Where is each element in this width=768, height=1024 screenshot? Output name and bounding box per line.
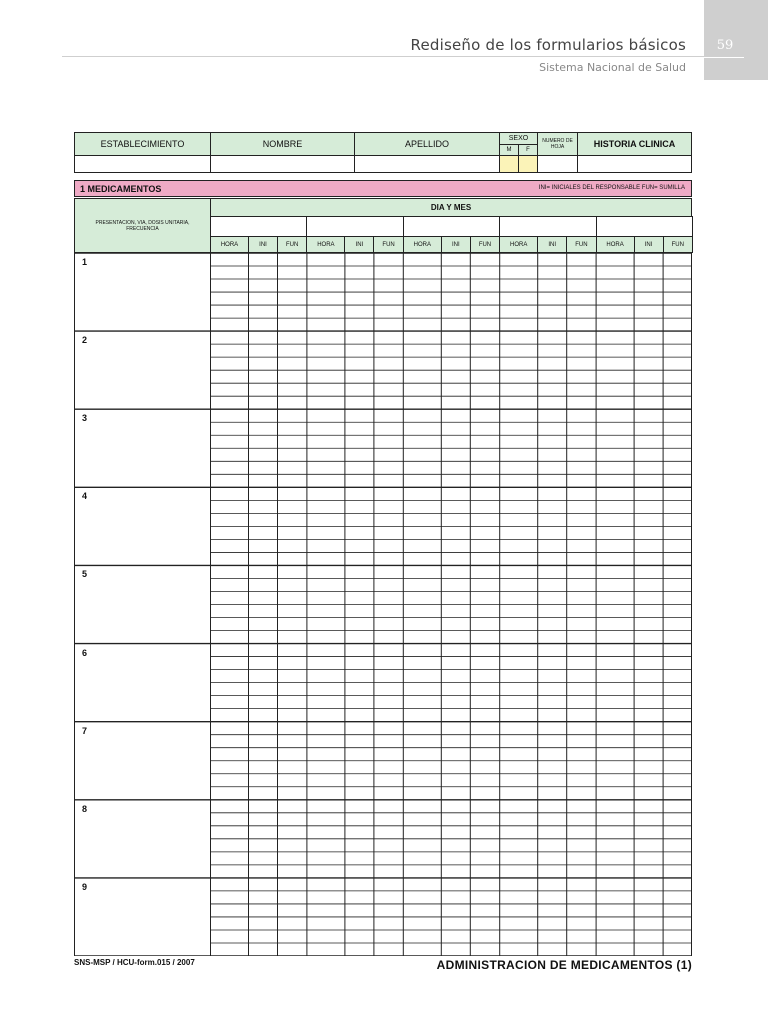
numero-hoja-header: NUMERO DE HOJA (537, 132, 578, 156)
fun-column-header: FUN (373, 236, 403, 253)
medication-number: 9 (82, 881, 88, 892)
hora-column-header: HORA (596, 236, 635, 253)
medication-number: 5 (82, 569, 88, 580)
fun-column-header: FUN (566, 236, 596, 253)
side-tab-rule (704, 57, 744, 58)
administration-grid[interactable] (74, 132, 692, 956)
page-number: 59 (716, 38, 734, 53)
historia-clinica-header: HISTORIA CLINICA (577, 132, 692, 156)
apellido-header: APELLIDO (354, 132, 500, 156)
hora-column-header: HORA (210, 236, 249, 253)
fun-column-header: FUN (277, 236, 307, 253)
medication-form (74, 132, 692, 956)
hora-column-header: HORA (306, 236, 345, 253)
header-subtitle: Sistema Nacional de Salud (539, 61, 686, 74)
ini-column-header: INI (634, 236, 664, 253)
dia-mes-header: DIA Y MES (210, 198, 692, 217)
medication-number: 4 (82, 491, 88, 502)
form-title: ADMINISTRACION DE MEDICAMENTOS (1) (436, 958, 692, 972)
form-code: SNS-MSP / HCU-form.015 / 2007 (74, 958, 195, 967)
page-side-tab (704, 0, 768, 80)
sexo-header: SEXO (499, 132, 538, 145)
header-title: Rediseño de los formularios básicos (410, 36, 686, 54)
presentacion-header: PRESENTACION, VIA, DOSIS UNITARIA, FRECUENCIA (74, 198, 211, 253)
establecimiento-header: ESTABLECIMIENTO (74, 132, 211, 156)
header-divider (62, 56, 704, 57)
ini-column-header: INI (248, 236, 278, 253)
medication-number: 3 (82, 413, 88, 424)
medication-number: 6 (82, 647, 88, 658)
fun-column-header: FUN (663, 236, 693, 253)
section-title: 1 MEDICAMENTOS (80, 184, 162, 194)
nombre-header: NOMBRE (210, 132, 355, 156)
fun-column-header: FUN (470, 236, 500, 253)
ini-column-header: INI (441, 236, 471, 253)
medication-number: 8 (82, 803, 88, 814)
ini-column-header: INI (344, 236, 374, 253)
sexo-m-header: M (499, 144, 519, 156)
sexo-f-header: F (518, 144, 538, 156)
medication-number: 1 (82, 257, 88, 267)
medication-number: 2 (82, 335, 88, 346)
medication-number: 7 (82, 725, 88, 736)
hora-column-header: HORA (403, 236, 442, 253)
section-legend: INI= INICIALES DEL RESPONSABLE FUN= SUMILLA (538, 185, 685, 191)
hora-column-header: HORA (499, 236, 538, 253)
ini-column-header: INI (537, 236, 567, 253)
